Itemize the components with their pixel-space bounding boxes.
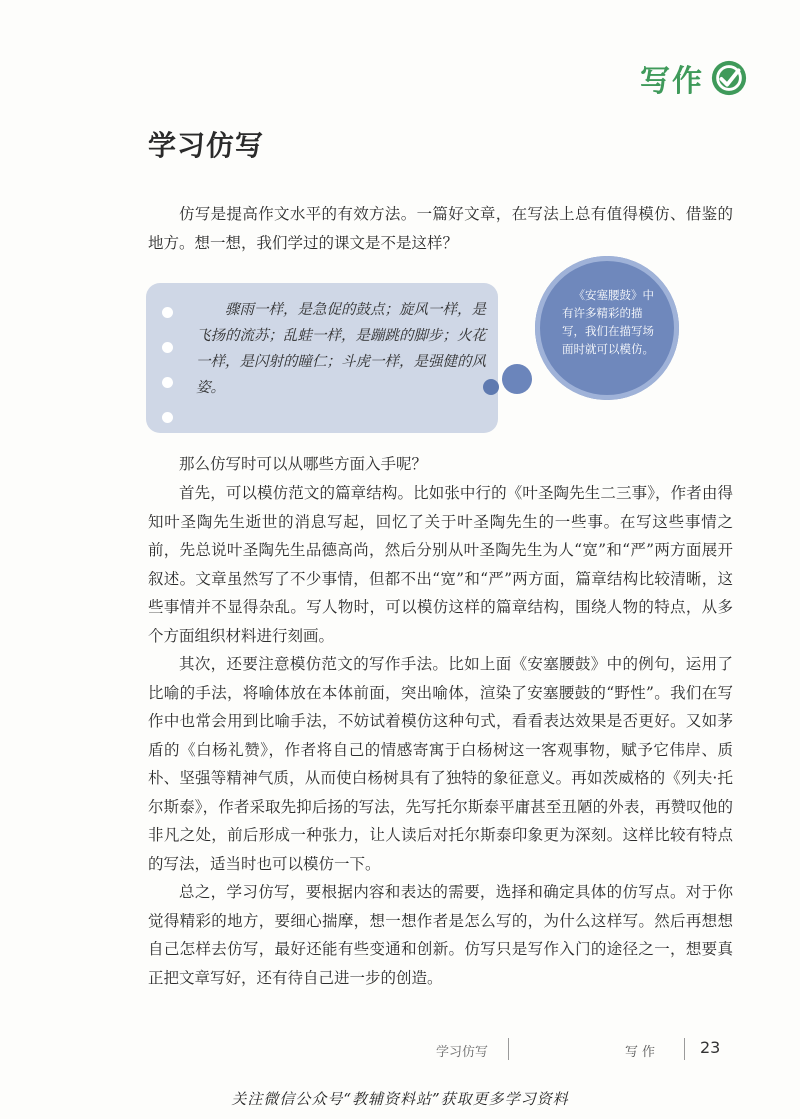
paragraph-technique: 其次，还要注意模仿范文的写作手法。比如上面《安塞腰鼓》中的例句，运用了比喻的手法，将喻体放在本体前面，突出喻体，渲染了安塞腰鼓的“野性”。我们在写作中也常会用到比喻手法，不妨试着模仿这种句式，看看表达效果是否更好。又如茅盾的《白杨礼赞》，作者将自己的情感寄寓于白杨树这一客观事物，赋予它伟岸、质朴、坚强等精神气质，从而使白杨树具有了独特的象征意义。再如茨威格的《列夫·托尔斯泰》，作者采取先抑后扬的写法，先写托尔斯泰平庸甚至丑陋的外表，再赞叹他的非凡之处，前后形成一种张力，让人读后对托尔斯泰印象更为深刻。这样比较有特点的写法，适当时也可以模仿一下。 bbox=[148, 655, 733, 873]
bullet-dot bbox=[162, 377, 173, 388]
bullet-dot bbox=[162, 342, 173, 353]
paragraph-conclusion: 总之，学习仿写，要根据内容和表达的需要，选择和确定具体的仿写点。对于你觉得精彩的地方，要细心揣摩，想一想作者是怎么写的，为什么这样写。然后再想想自己怎样去仿写，最好还能有些变通和创新。仿写只是写作入门的途径之一，想要真正把文章写好，还有待自己进一步的创造。 bbox=[148, 883, 733, 987]
footer-notice: 关注微信公众号“教辅资料站”获取更多学习资料 bbox=[231, 1090, 569, 1108]
page-number: 23 bbox=[700, 1038, 721, 1057]
paragraph-question: 那么仿写时可以从哪些方面入手呢？ bbox=[179, 455, 428, 473]
intro-paragraph: 仿写是提高作文水平的有效方法。一篇好文章，在写法上总有值得模仿、借鉴的地方。想一想，我们学过的课文是不是这样？ bbox=[148, 205, 733, 252]
quote-bullets bbox=[162, 307, 173, 423]
bullet-dot bbox=[162, 412, 173, 423]
bubble-note: 《安塞腰鼓》中有许多精彩的描写，我们在描写场面时就可以模仿。 bbox=[562, 288, 654, 356]
footer-lesson: 学习仿写 bbox=[436, 1045, 489, 1060]
quote-text: 骤雨一样，是急促的鼓点；旋风一样，是飞扬的流苏；乱蛙一样，是蹦跳的脚步；火花一样，是闪射的瞳仁；斗虎一样，是强健的风姿。 bbox=[196, 302, 486, 396]
section-header bbox=[640, 56, 748, 100]
footer-divider bbox=[508, 1038, 509, 1060]
footer-divider bbox=[684, 1038, 685, 1060]
section-label: 写作 bbox=[640, 64, 704, 99]
pen-check-icon bbox=[710, 59, 748, 97]
thought-bubble-medium bbox=[502, 364, 532, 394]
quote-box bbox=[146, 283, 498, 433]
paragraph-structure: 首先，可以模仿范文的篇章结构。比如张中行的《叶圣陶先生二三事》，作者由得知叶圣陶先生逝世的消息写起，回忆了关于叶圣陶先生的一些事。在写这些事情之前，先总说叶圣陶先生品德高尚，然后分别从叶圣陶先生为人“宽”和“严”两方面展开叙述。文章虽然写了不少事情，但都不出“宽”和“严”两方面，篇章结构比较清晰，这些事情并不显得杂乱。写人物时，可以模仿这样的篇章结构，围绕人物的特点，从多个方面组织材料进行刻画。 bbox=[148, 484, 733, 645]
page-title: 学习仿写 bbox=[148, 129, 265, 162]
bullet-dot bbox=[162, 307, 173, 318]
thought-bubble-small bbox=[483, 379, 499, 395]
footer-section: 写作 bbox=[625, 1045, 660, 1060]
